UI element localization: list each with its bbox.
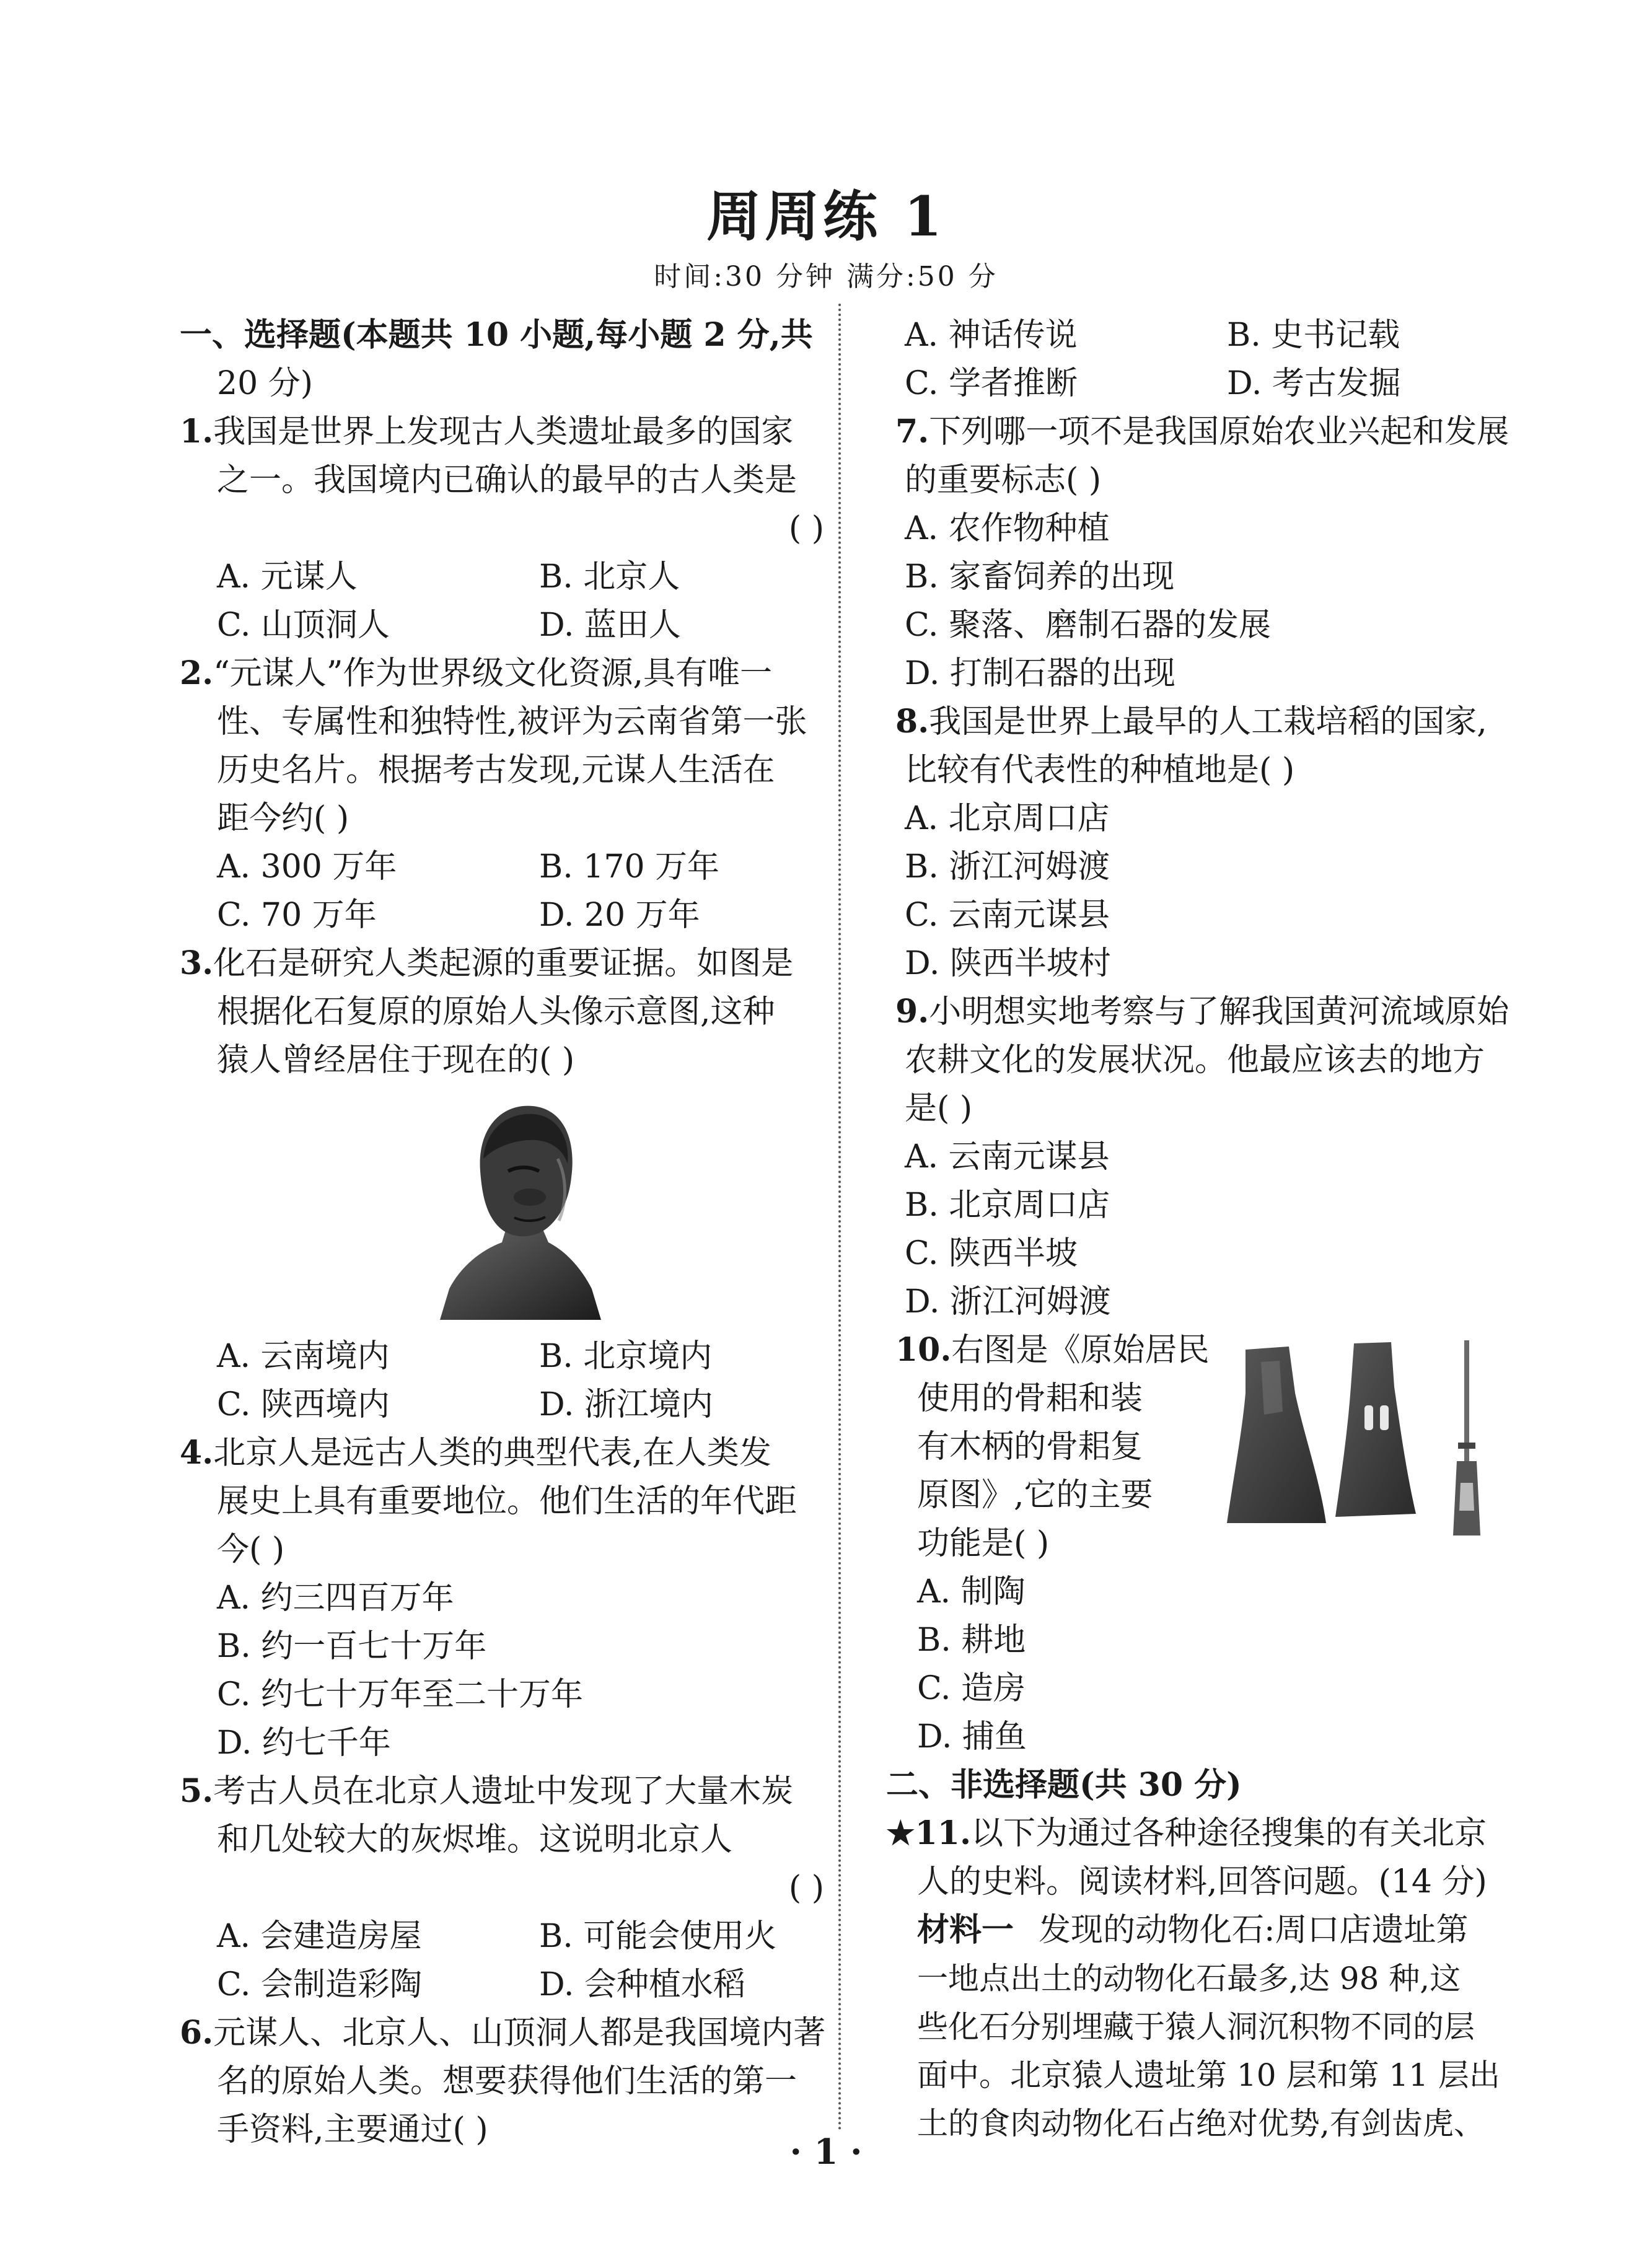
question-text: 下列哪一项不是我国原始农业兴起和发展 (929, 413, 1509, 450)
question-text: 我国是世界上发现古人类遗址最多的国家 (213, 413, 794, 450)
option-d: D. 约七千年 (217, 1724, 391, 1762)
question-2 (180, 649, 824, 698)
question-text: 历史名片。根据考古发现,元谋人生活在 (217, 752, 775, 789)
option-d: D. 陕西半坡村 (905, 945, 1111, 982)
question-number: 5. (180, 1772, 214, 1810)
option-a: A. 神话传说 (905, 317, 1078, 354)
options-row (895, 359, 1515, 408)
material-text: 土的食肉动物化石占绝对优势,有剑齿虎、 (917, 2106, 1485, 2142)
option-d: D. 蓝田人 (539, 607, 681, 644)
option-b: B. 约一百七十万年 (217, 1628, 487, 1665)
options-row (180, 891, 824, 939)
question-text: 农耕文化的发展状况。他最应该去的地方 (905, 1042, 1485, 1079)
question-text: 北京人是远古人类的典型代表,在人类发 (213, 1434, 771, 1472)
option-d: D. 浙江河姆渡 (905, 1283, 1111, 1320)
material-label: 材料一 (917, 1911, 1014, 1949)
question-text: 的重要标志( ) (905, 462, 1102, 499)
options-row (180, 1912, 824, 1961)
time-score-info: 时间:30 分钟 满分:50 分 (654, 261, 998, 292)
options-row (895, 311, 1515, 359)
question-text: 今( ) (217, 1531, 285, 1568)
question-text: 我国是世界上最早的人工栽培稻的国家, (929, 703, 1487, 740)
page-title: 周周练 1 (706, 184, 946, 248)
question-text: 比较有代表性的种植地是( ) (905, 752, 1295, 789)
question-5 (180, 1767, 824, 1816)
option-d: D. 20 万年 (539, 897, 700, 934)
question-text: 距今约( ) (217, 800, 349, 837)
question-text: 猿人曾经居住于现在的( ) (217, 1042, 575, 1079)
question-text: 是( ) (905, 1090, 973, 1127)
question-number: 9. (895, 993, 929, 1030)
option-c: C. 陕西半坡 (905, 1235, 1078, 1272)
option-d: D. 考古发掘 (1227, 365, 1401, 402)
options-row (180, 601, 824, 649)
option-a: A. 会建造房屋 (217, 1918, 422, 1955)
question-10 (895, 1326, 1515, 1568)
options-row (180, 553, 824, 601)
option-b: B. 北京境内 (539, 1338, 713, 1375)
question-text: 有木柄的骨耜复 (917, 1428, 1143, 1465)
question-text: 考古人员在北京人遗址中发现了大量木炭 (213, 1773, 794, 1810)
option-b: B. 170 万年 (539, 848, 720, 885)
option-b: B. 北京周口店 (905, 1187, 1110, 1224)
option-a: A. 北京周口店 (905, 800, 1110, 837)
question-text: 原图》,它的主要 (917, 1477, 1153, 1514)
hominid-bust-figure (180, 1084, 824, 1332)
option-c: C. 造房 (917, 1670, 1026, 1707)
option-a: A. 农作物种植 (905, 510, 1110, 547)
option-c: C. 山顶洞人 (217, 607, 390, 644)
option-c: C. 学者推断 (905, 365, 1078, 402)
material-1-line (895, 1906, 1515, 1954)
question-number: 2. (180, 654, 214, 692)
question-number: 11. (915, 1814, 972, 1852)
question-text: 右图是《原始居民 (951, 1332, 1210, 1369)
question-text: 小明想实地考察与了解我国黄河流域原始 (929, 993, 1509, 1030)
material-text: 发现的动物化石:周口店遗址第 (1039, 1912, 1469, 1949)
option-a: A. 约三四百万年 (217, 1579, 454, 1617)
option-b: B. 可能会使用火 (539, 1918, 777, 1955)
question-text: 元谋人、北京人、山顶洞人都是我国境内著 (213, 2014, 826, 2052)
section1-header: 一、选择题(本题共 10 小题,每小题 2 分,共 (180, 316, 813, 354)
question-6 (180, 2009, 824, 2057)
question-text: 化石是研究人类起源的重要证据。如图是 (213, 945, 794, 982)
options-row (180, 843, 824, 891)
bone-spade-figure (1218, 1337, 1503, 1542)
option-c: C. 陕西境内 (217, 1386, 390, 1423)
option-c: C. 云南元谋县 (905, 897, 1110, 934)
question-7 (895, 408, 1515, 456)
question-11 (886, 1809, 1515, 1858)
material-text: 面中。北京猿人遗址第 10 层和第 11 层出 (917, 2057, 1500, 2093)
question-text: 人的史料。阅读材料,回答问题。(14 分) (917, 1863, 1487, 1900)
question-text: 根据化石复原的原始人头像示意图,这种 (217, 993, 775, 1030)
option-c: C. 会制造彩陶 (217, 1966, 422, 2003)
question-text: 使用的骨耜和装 (917, 1380, 1143, 1417)
page-number: · 1 · (789, 2132, 863, 2172)
material-text: 些化石分别埋藏于猿人洞沉积物不同的层 (917, 2009, 1475, 2045)
question-text: 性、专属性和独特性,被评为云南省第一张 (217, 703, 807, 740)
question-number: 8. (895, 703, 929, 740)
option-b: B. 家畜饲养的出现 (905, 558, 1175, 595)
option-c: C. 约七十万年至二十万年 (217, 1676, 583, 1713)
option-d: D. 浙江境内 (539, 1386, 713, 1423)
answer-paren: ( ) (788, 510, 824, 547)
question-number: 1. (180, 413, 214, 450)
options-row (180, 1381, 824, 1429)
options-row (180, 1332, 824, 1381)
answer-paren: ( ) (788, 1869, 824, 1907)
option-d: D. 捕鱼 (917, 1718, 1027, 1755)
question-number: 6. (180, 2014, 214, 2052)
question-8 (895, 698, 1515, 746)
option-d: D. 打制石器的出现 (905, 655, 1175, 692)
question-text: “元谋人”作为世界级文化资源,具有唯一 (213, 655, 772, 692)
question-text: 之一。我国境内已确认的最早的古人类是 (217, 462, 797, 499)
question-3 (180, 939, 824, 988)
option-b: B. 浙江河姆渡 (905, 848, 1110, 885)
section2-header: 二、非选择题(共 30 分) (886, 1766, 1242, 1804)
right-column (886, 311, 1515, 2148)
option-c: C. 70 万年 (217, 897, 377, 934)
question-text: 和几处较大的灰烬堆。这说明北京人 (217, 1821, 733, 1858)
question-text: 名的原始人类。想要获得他们生活的第一 (217, 2063, 797, 2100)
option-a: A. 300 万年 (217, 848, 397, 885)
hominid-bust-image (415, 1084, 626, 1326)
option-a: A. 元谋人 (217, 558, 358, 595)
question-number: 10. (895, 1331, 952, 1369)
question-number: 4. (180, 1434, 214, 1472)
question-1 (180, 408, 824, 456)
answer-paren-line (180, 1864, 824, 1912)
question-text-row (895, 1326, 1209, 1374)
material-text: 一地点出土的动物化石最多,达 98 种,这 (917, 1961, 1461, 1997)
question-9 (895, 988, 1515, 1036)
option-b: B. 耕地 (917, 1622, 1026, 1659)
left-column (180, 311, 824, 2154)
column-divider (838, 304, 841, 2132)
question-text: 展史上具有重要地位。他们生活的年代距 (217, 1483, 797, 1520)
question-text: 手资料,主要通过( ) (217, 2111, 488, 2148)
question-text: 以下为通过各种途径搜集的有关北京 (971, 1815, 1487, 1852)
section1-header-cont: 20 分) (217, 365, 313, 402)
option-a: A. 云南元谋县 (905, 1138, 1110, 1175)
options-row (180, 1961, 824, 2009)
question-text: 功能是( ) (917, 1525, 1050, 1562)
star-icon: ★ (886, 1814, 915, 1852)
option-a: A. 制陶 (917, 1573, 1026, 1610)
option-b: B. 史书记载 (1227, 317, 1400, 354)
answer-paren-line (180, 504, 824, 553)
option-d: D. 会种植水稻 (539, 1966, 745, 2003)
option-a: A. 云南境内 (217, 1338, 390, 1375)
question-number: 7. (895, 413, 929, 450)
question-4 (180, 1429, 824, 1477)
option-c: C. 聚落、磨制石器的发展 (905, 607, 1271, 644)
option-b: B. 北京人 (539, 558, 680, 595)
question-number: 3. (180, 944, 214, 982)
